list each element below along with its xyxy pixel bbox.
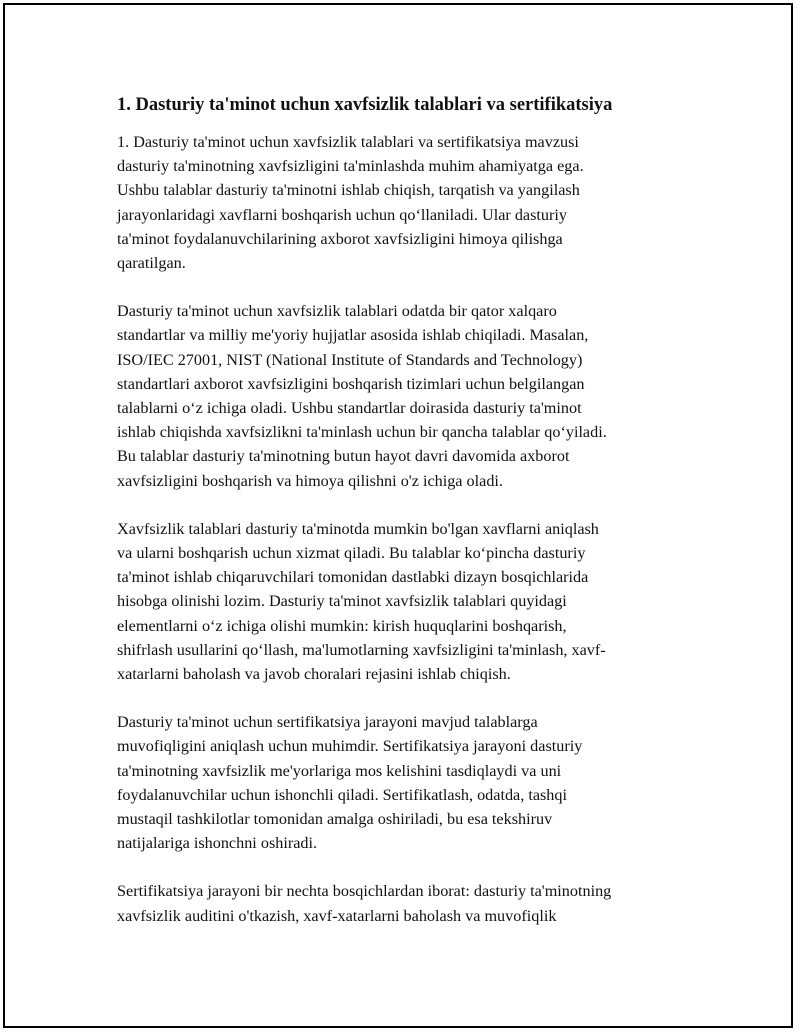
text-line: 1. Dasturiy ta'minot uchun xavfsizlik talablari va sertifikatsiya mavzusi (117, 133, 579, 151)
text-line: ishlab chiqishda xavfsizlikni ta'minlash uchun bir qancha talablar qo‘yiladi. (117, 423, 607, 442)
text-line: elementlarni o‘z ichiga olishi mumkin: kirish huquqlarini boshqarish, (117, 616, 567, 635)
text-line: Bu talablar dasturiy ta'minotning butun hayot davri davomida axborot (117, 447, 570, 466)
text-line: ta'minot foydalanuvchilarining axborot xavfsizligini himoya qilishga (117, 229, 563, 248)
text-line: jarayonlaridagi xavflarni boshqarish uchun qo‘llaniladi. Ular dasturiy (117, 205, 567, 224)
text-line: xatarlarni baholash va javob choralari rejasini ishlab chiqish. (117, 665, 511, 684)
text-line: Dasturiy ta'minot uchun xavfsizlik talablari odatda bir qator xalqaro (117, 302, 557, 321)
text-line: Sertifikatsiya jarayoni bir nechta bosqichlardan iborat: dasturiy ta'minotning (117, 882, 612, 901)
text-line: va ularni boshqarish uchun xizmat qiladi. Bu talablar ko‘pincha dasturiy (117, 544, 586, 563)
text-line: xavfsizlik auditini o'tkazish, xavf-xatarlarni baholash va muvofiqlik (117, 906, 557, 925)
text-line: shifrlash usullarini qo‘llash, ma'lumotlarning xavfsizligini ta'minlash, xavf- (117, 640, 606, 659)
paragraph (117, 879, 707, 927)
text-line: Ushbu talablar dasturiy ta'minotni ishlab chiqish, tarqatish va yangilash (117, 181, 580, 200)
text-line: standartlari axborot xavfsizligini boshqarish tizimlari uchun belgilangan (117, 374, 585, 393)
text-line: Xavfsizlik talablari dasturiy ta'minotda mumkin bo'lgan xavflarni aniqlash (117, 519, 599, 538)
text-line: muvofiqligini aniqlash uchun muhimdir. Sertifikatsiya jarayoni dasturiy (117, 737, 583, 756)
text-line: dasturiy ta'minotning xavfsizligini ta'minlashda muhim ahamiyatga ega. (117, 157, 584, 176)
text-line: foydalanuvchilar uchun ishonchli qiladi. Sertifikatlash, odatda, tashqi (117, 785, 567, 804)
text-line: talablarni o‘z ichiga oladi. Ushbu standartlar doirasida dasturiy ta'minot (117, 399, 582, 418)
text-line: ISO/IEC 27001, NIST (National Institute of Standards and Technology) (117, 350, 583, 369)
paragraph (117, 517, 707, 686)
paragraph (117, 710, 707, 855)
text-line: natijalariga ishonchni oshiradi. (117, 834, 318, 853)
text-line: ta'minot ishlab chiqaruvchilari tomonidan dastlabki dizayn bosqichlarida (117, 568, 589, 587)
text-line: Dasturiy ta'minot uchun sertifikatsiya jarayoni mavjud talablarga (117, 713, 538, 732)
text-line: xavfsizligini boshqarish va himoya qilishni o'z ichiga oladi. (117, 471, 503, 490)
text-line: hisobga olinishi lozim. Dasturiy ta'minot xavfsizlik talablari quyidagi (117, 592, 567, 611)
text-line: mustaqil tashkilotlar tomonidan amalga oshiriladi, bu esa tekshiruv (117, 810, 553, 829)
paragraph (117, 299, 707, 493)
paragraph (117, 130, 707, 275)
document-title: 1. Dasturiy ta'minot uchun xavfsizlik talablari va sertifikatsiya (117, 95, 613, 115)
text-line: standartlar va milliy me'yoriy hujjatlar asosida ishlab chiqiladi. Masalan, (117, 326, 589, 345)
document-body (117, 92, 707, 952)
text-line: ta'minotning xavfsizlik me'yorlariga mos kelishini tasdiqlaydi va uni (117, 761, 562, 780)
text-line: qaratilgan. (117, 254, 186, 273)
